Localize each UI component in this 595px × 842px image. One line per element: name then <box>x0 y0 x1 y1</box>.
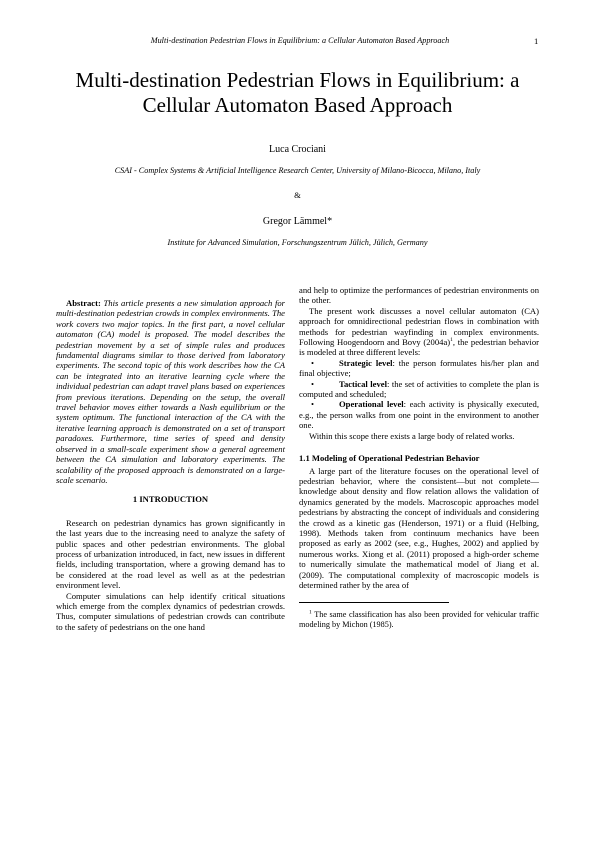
bullet-marker: • <box>311 357 315 368</box>
bullet-term: Tactical level <box>339 378 387 389</box>
right-column <box>299 285 539 630</box>
footnote <box>299 610 539 630</box>
abstract-label: Abstract: <box>66 298 101 308</box>
intro-paragraph-3-part-b: , the pedestrian behavior is modeled at three different levels: <box>299 337 539 358</box>
author-conjunction: & <box>294 190 301 200</box>
first-author: Luca Crociani <box>269 144 326 155</box>
bullet-text: : the set of activities to complete the plan is computed and scheduled; <box>299 378 539 400</box>
footnote-text: The same classification has also been provided for vehicular traffic modeling by Michon (1985). <box>299 610 539 630</box>
bullet-item-operational <box>299 399 539 430</box>
intro-paragraph-1: Research on pedestrian dynamics has grown significantly in the last years due to the increasing need to analyze the safety of public spaces and other pedestrian environments. The global process of urbanization introduced, in fact, new issues in different fields, including transportation, where a growing demand has to be considered at the road level as well as at the pedestrian environment level. <box>56 517 285 591</box>
bullet-text: : the person formulates his/her plan and final objective; <box>299 357 539 379</box>
footnote-ref: 1 <box>450 337 453 344</box>
abstract-text: This article presents a new simulation approach for multi-destination pedestrian crowds in complex environments. The work covers two major topics. In the first part, a novel cellular automaton (CA) model is proposed. The model describes the pedestrian movement by a set of simple rules and produces fundamental diagrams similar to those derived from laboratory experiments. The second topic of this work describes how the CA can be integrated into an iterative learning cycle where the individual pedestrian can adapt travel plans based on experiences from previous iterations. Depending on the setup, the overall travel behavior moves either towards a Nash equilibrium or the system optimum. The functional interaction of the CA with the iterative learning approach is demonstrated on a set of transport paradoxes. Furthermore, time series of speed and density observed in a small-scale experiment show a general agreement between the CA simulation and laboratory experiments. The scalability of the proposed approach is demonstrated on a large-scale scenario. <box>56 298 285 485</box>
bullet-marker: • <box>311 378 315 389</box>
first-affiliation: CSAI - Complex Systems & Artificial Intelligence Research Center, University of Milano-Bicocca, Milano, Italy <box>114 166 481 175</box>
intro-paragraph-4: Within this scope there exists a large body of related works. <box>309 430 515 441</box>
footnote-rule <box>299 602 449 603</box>
intro-paragraph-3-part-a: The present work discusses a novel cellular automaton (CA) approach for omnidirectional pedestrian flows in combination with methods for pedestrian wayfinding in complex environments. Following Hoogendoorn and Bovy (2004a) <box>299 305 539 348</box>
running-title: Multi-destination Pedestrian Flows in Equilibrium: a Cellular Automaton Based Approach <box>150 36 450 45</box>
subsection-heading: 1.1 Modeling of Operational Pedestrian Behavior <box>299 453 480 464</box>
intro-paragraph-2-continued: and help to optimize the performances of pedestrian environments on the other. <box>299 285 539 306</box>
bullet-marker: • <box>311 399 315 410</box>
title-line-2: Cellular Automaton Based Approach <box>142 93 453 117</box>
intro-paragraph-3 <box>299 306 539 358</box>
bullet-term: Operational level <box>339 399 404 410</box>
left-column <box>56 298 285 632</box>
second-affiliation: Institute for Advanced Simulation, Forschungszentrum Jülich, Jülich, Germany <box>167 238 428 247</box>
intro-paragraph-2: Computer simulations can help identify critical situations which emerge from the complex dynamics of pedestrian crowds. Thus, computer simulations of pedestrian crowds can contribute to the safety of pedestrians on the one hand <box>56 590 285 632</box>
bullet-text: : each activity is physically executed, e.g., the person walks from one point in the environment to another one. <box>299 399 540 431</box>
footnote-marker: 1 <box>309 609 312 616</box>
subsection-paragraph-1: A large part of the literature focuses on the operational level of pedestrian behavior, where the consistent—but not complete—knowledge about density and flow relation allows the validation of dynamics generated by the models. Macroscopic approaches model pedestrians by abstracting the concept of individuals and considering the crowd as a kinetic gas (Henderson, 1971) or a fluid (Helbing, 1998). Methods taken from continuum mechanics have been proposed as early as 2002 (see, e.g., Hughes, 2002) and applied by numerous works. Xiong et al. (2011) proposed a high-order scheme to numerically simulate the mathematical model of Jiang et al. (2009). The computational complexity of macroscopic models is determined rather by the area of <box>299 465 539 590</box>
abstract <box>56 298 285 485</box>
second-author: Gregor Lämmel* <box>262 216 333 227</box>
bullet-term: Strategic level <box>339 357 393 368</box>
intro-heading: 1 INTRODUCTION <box>132 494 209 505</box>
paper-title <box>40 68 555 118</box>
bullet-item-strategic <box>299 358 539 379</box>
bullet-item-tactical <box>299 379 539 400</box>
page-number: 1 <box>534 36 539 46</box>
title-line-1: Multi-destination Pedestrian Flows in Equilibrium: a <box>75 68 520 92</box>
